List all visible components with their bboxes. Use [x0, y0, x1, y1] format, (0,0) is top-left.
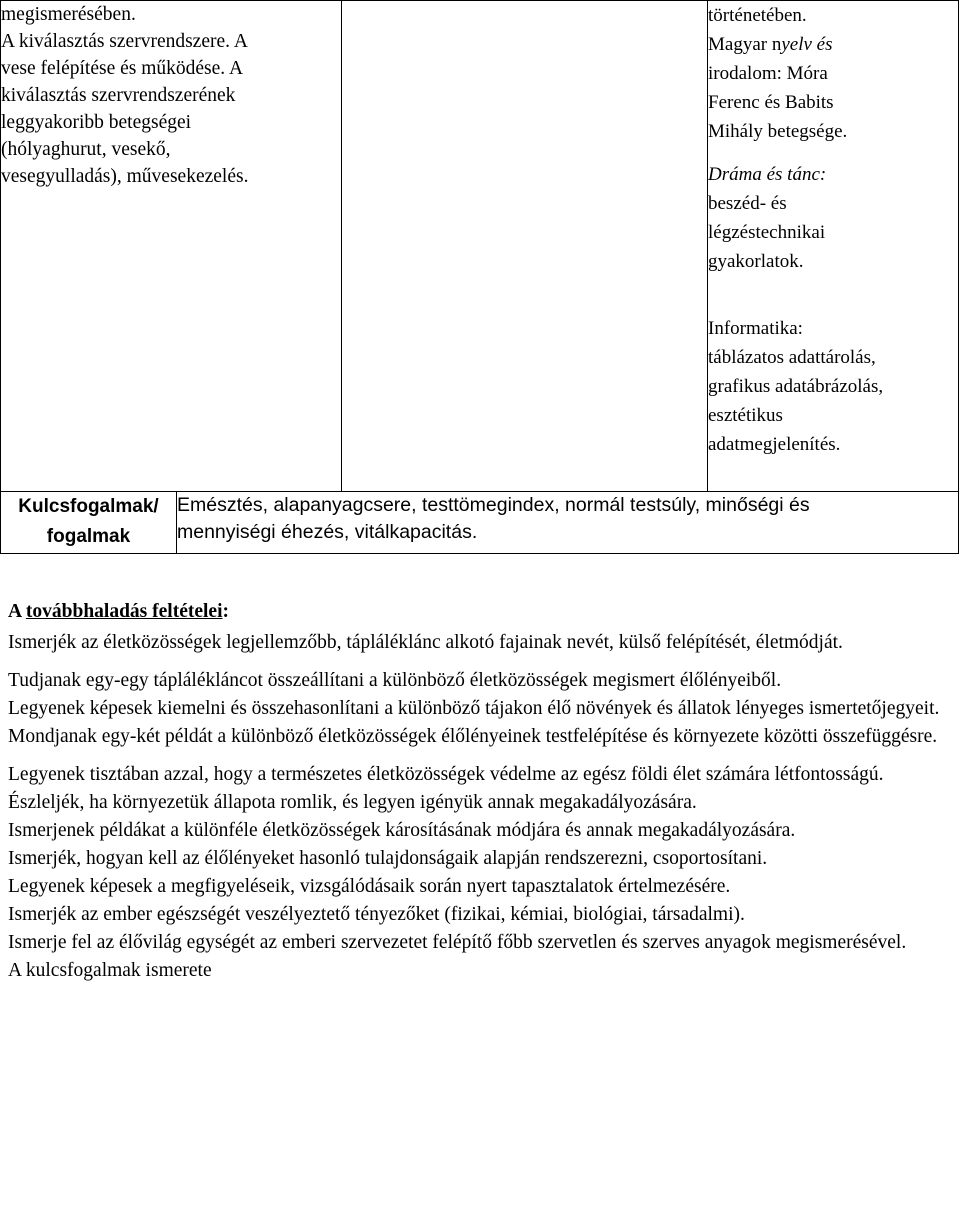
drama-label: Dráma és tánc: [708, 164, 827, 185]
topic-line: A kiválasztás szervrendszere. A [1, 31, 248, 52]
connections-cell [708, 1, 959, 492]
keywords-text: mennyiségi éhezés, vitálkapacitás. [177, 521, 478, 543]
connection-line: történetében. [708, 5, 807, 26]
condition-item: Mondjanak egy-két példát a különböző életközösségek élőlényeinek testfelépítése és környezete közötti összefüggésre. [8, 726, 938, 747]
condition-item: Legyenek képesek kiemelni és összehasonlítani a különböző tájakon élő növények és állatok lényeges ismertetőjegyeit. [8, 698, 940, 719]
topic-line: vesegyulladás), művesekezelés. [1, 166, 249, 187]
connection-line: beszéd- és [708, 193, 787, 214]
keywords-label-cell [1, 492, 177, 554]
informatics-label: Informatika: [708, 318, 803, 339]
topic-line: megismerésében. [1, 4, 136, 25]
curriculum-table [0, 0, 959, 554]
connection-line: esztétikus [708, 405, 783, 426]
keywords-text: Emésztés, alapanyagcsere, testtömegindex, normál testsúly, minőségi és [177, 494, 810, 516]
condition-item: Ismerjenek példákat a különféle életközösségek károsításának módjára és annak megakadályozására. [8, 820, 796, 841]
condition-item: Legyenek képesek a megfigyeléseik, vizsgálódásaik során nyert tapasztalatok értelmezésére. [8, 876, 731, 897]
condition-item: Észleljék, ha környezetük állapota romlik, és legyen igényük annak megakadályozására. [8, 792, 697, 813]
connection-line: Mihály betegsége. [708, 121, 848, 142]
condition-item: Tudjanak egy-egy táplálékláncot összeállítani a különböző életközösségek megismert élőlényeiből. [8, 670, 782, 691]
keywords-label: Kulcsfogalmak/ [18, 496, 159, 517]
condition-item: A kulcsfogalmak ismerete [8, 960, 212, 981]
condition-item: Ismerjék, hogyan kell az élőlényeket hasonló tulajdonságaik alapján rendszerezni, csoportosítani. [8, 848, 768, 869]
progression-conditions [8, 598, 948, 985]
magyar-label: Magyar nyelv és [708, 34, 833, 55]
condition-item: Ismerjék az életközösségek legjellemzőbb, tápláléklánc alkotó fajainak nevét, külső felépítését, életmódját. [8, 632, 843, 653]
condition-item: Ismerjék az ember egészségét veszélyeztető tényezőket (fizikai, kémiai, biológiai, társadalmi). [8, 904, 745, 925]
connection-line: grafikus adatábrázolás, [708, 376, 884, 397]
topic-line: (hólyaghurut, vesekő, [1, 139, 171, 160]
connection-line: irodalom: Móra [708, 63, 828, 84]
condition-item: Legyenek tisztában azzal, hogy a természetes életközösségek védelme az egész földi élet számára létfontosságú. [8, 764, 884, 785]
connection-line: légzéstechnikai [708, 222, 826, 243]
table-row [1, 1, 959, 492]
connection-line: adatmegjelenítés. [708, 434, 841, 455]
keywords-text-cell [177, 492, 959, 554]
topic-line: kiválasztás szervrendszerének [1, 85, 236, 106]
connection-line: Ferenc és Babits [708, 92, 834, 113]
topic-line: vese felépítése és működése. A [1, 58, 244, 79]
connection-line: gyakorlatok. [708, 251, 804, 272]
empty-cell [342, 1, 708, 492]
keywords-label: fogalmak [46, 526, 131, 547]
table-row [1, 492, 959, 554]
section-heading: A továbbhaladás feltételei: [8, 601, 229, 622]
connection-line: táblázatos adattárolás, [708, 347, 876, 368]
topic-cell [1, 1, 342, 492]
condition-item: Ismerje fel az élővilág egységét az emberi szervezetet felépítő főbb szervetlen és szerves anyagok megismerésével. [8, 932, 907, 953]
topic-line: leggyakoribb betegségei [1, 112, 192, 133]
